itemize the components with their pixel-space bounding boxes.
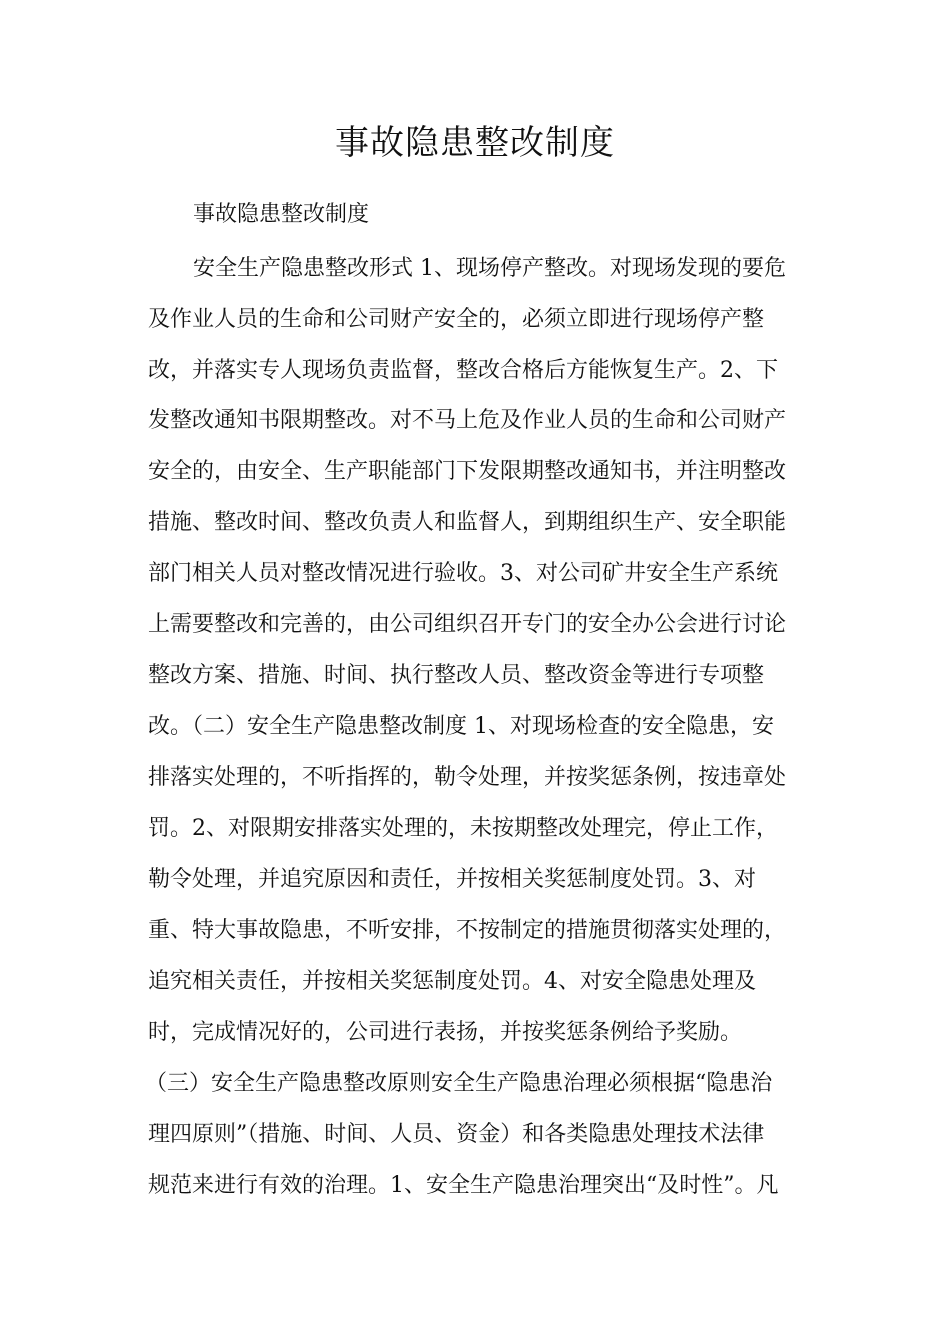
paragraph-line: 追究相关责任，并按相关奖惩制度处罚。4、对安全隐患处理及: [148, 969, 756, 994]
document-subtitle: 事故隐患整改制度: [193, 202, 370, 227]
paragraph-line: 重、特大事故隐患，不听安排，不按制定的措施贯彻落实处理的，: [148, 918, 787, 943]
paragraph-line: 部门相关人员对整改情况进行验收。3、对公司矿井安全生产系统: [148, 561, 778, 586]
paragraph-line: 措施、整改时间、整改负责人和监督人，到期组织生产、安全职能: [148, 510, 787, 535]
paragraph-line: 改，并落实专人现场负责监督，整改合格后方能恢复生产。2、下: [148, 358, 778, 383]
paragraph-line: （三）安全生产隐患整改原则安全生产隐患治理必须根据“隐患治: [145, 1071, 773, 1096]
paragraph-line: 时，完成情况好的，公司进行表扬，并按奖惩条例给予奖励。: [148, 1020, 743, 1045]
paragraph-line: 排落实处理的，不听指挥的，勒令处理，并按奖惩条例，按违章处: [148, 765, 787, 790]
paragraph-line: 理四原则”（措施、时间、人员、资金）和各类隐患处理技术法律: [148, 1122, 765, 1147]
document-title: 事故隐患整改制度: [335, 123, 615, 163]
paragraph-line: 规范来进行有效的治理。1、安全生产隐患治理突出“及时性”。凡: [148, 1173, 779, 1198]
paragraph-line: 上需要整改和完善的，由公司组织召开专门的安全办公会进行讨论: [148, 612, 787, 637]
paragraph-line: 发整改通知书限期整改。对不马上危及作业人员的生命和公司财产: [148, 408, 787, 433]
paragraph-line: 改。（二）安全生产隐患整改制度 1、对现场检查的安全隐患，安: [148, 714, 774, 739]
paragraph-line: 安全的，由安全、生产职能部门下发限期整改通知书，并注明整改: [148, 459, 787, 484]
paragraph-line: 整改方案、措施、时间、执行整改人员、整改资金等进行专项整: [148, 663, 765, 688]
paragraph-line: 罚。2、对限期安排落实处理的，未按期整改处理完，停止工作，: [148, 816, 778, 841]
paragraph-line: 及作业人员的生命和公司财产安全的，必须立即进行现场停产整: [148, 307, 765, 332]
paragraph-line: 安全生产隐患整改形式 1、现场停产整改。对现场发现的要危: [193, 256, 786, 281]
paragraph-line: 勒令处理，并追究原因和责任，并按相关奖惩制度处罚。3、对: [148, 867, 756, 892]
